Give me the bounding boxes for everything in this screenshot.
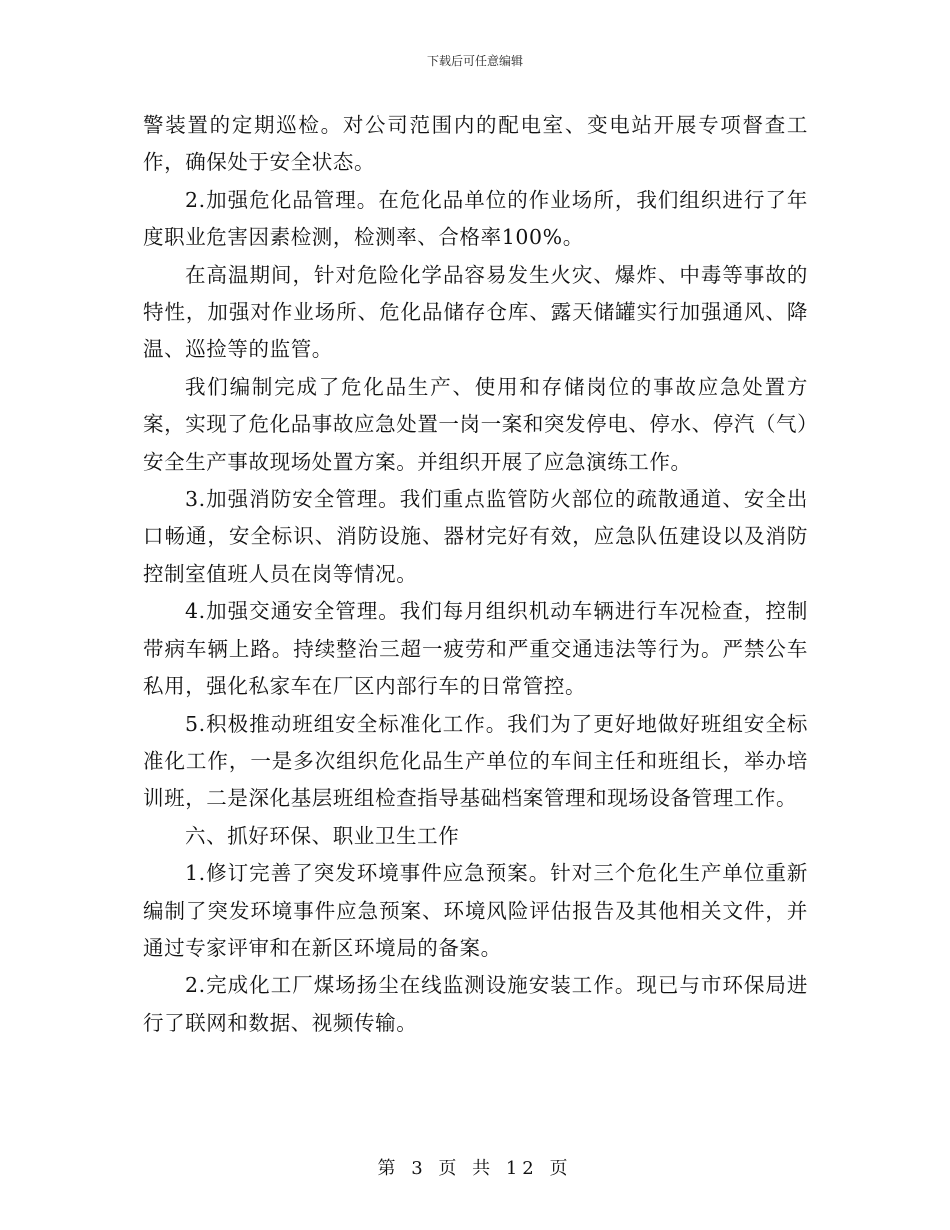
paragraph: 1.修订完善了突发环境事件应急预案。针对三个危化生产单位重新编制了突发环境事件应急预案、环境风险评估报告及其他相关文件，并通过专家评审和在新区环境局的备案。	[143, 861, 808, 960]
paragraph: 我们编制完成了危化品生产、使用和存储岗位的事故应急处置方案，实现了危化品事故应急处置一岗一案和突发停电、停水、停汽（气）安全生产事故现场处置方案。并组织开展了应急演练工作。	[143, 374, 808, 474]
paragraph: 3.加强消防安全管理。我们重点监管防火部位的疏散通道、安全出口畅通，安全标识、消防设施、器材完好有效，应急队伍建设以及消防控制室值班人员在岗等情况。	[143, 487, 808, 586]
page-number-footer: 第 3 页 共 12 页	[377, 1158, 573, 1179]
paragraph: 2.完成化工厂煤场扬尘在线监测设施安装工作。现已与市环保局进行了联网和数据、视频传输。	[143, 973, 808, 1035]
paragraph: 4.加强交通安全管理。我们每月组织机动车辆进行车况检查，控制带病车辆上路。持续整治三超一疲劳和严重交通违法等行为。严禁公车私用，强化私家车在厂区内部行车的日常管控。	[143, 599, 808, 699]
document-body	[143, 107, 808, 1042]
paragraph: 5.积极推动班组安全标准化工作。我们为了更好地做好班组安全标准化工作，一是多次组织危化品生产单位的车间主任和班组长，举办培训班，二是深化基层班组检查指导基础档案管理和现场设备管理工作。	[143, 711, 808, 811]
paragraph: 在高温期间，针对危险化学品容易发生火灾、爆炸、中毒等事故的特性，加强对作业场所、危化品储存仓库、露天储罐实行加强通风、降温、巡捡等的监管。	[143, 262, 808, 362]
paragraph: 警装置的定期巡检。对公司范围内的配电室、变电站开展专项督查工作，确保处于安全状态。	[143, 113, 808, 175]
paragraph: 2.加强危化品管理。在危化品单位的作业场所，我们组织进行了年度职业危害因素检测，检测率、合格率100%。	[143, 187, 808, 250]
page-header: 下载后可任意编辑	[426, 54, 523, 68]
section-heading: 六、抓好环保、职业卫生工作	[185, 823, 460, 848]
